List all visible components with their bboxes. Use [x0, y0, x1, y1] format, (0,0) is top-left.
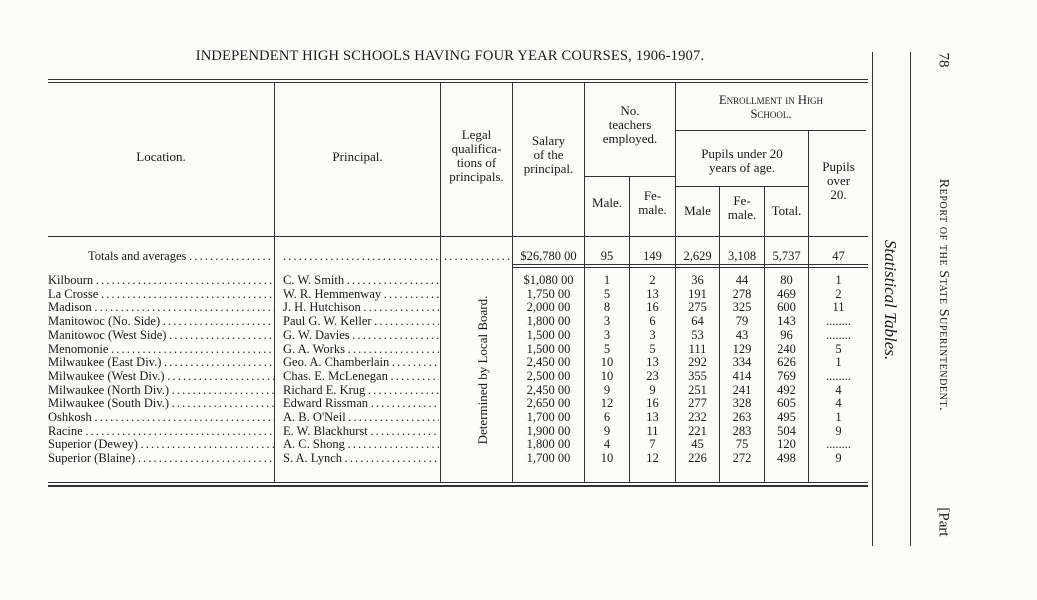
header-principal: Principal. [332, 149, 383, 164]
row-principal: Chas. E. McLenegan . . . [283, 370, 439, 384]
row-principal: Paul G. W. Keller . . . [283, 315, 439, 329]
row-salary: 2,450 00 [526, 382, 571, 397]
row-over20: ........ [826, 368, 851, 383]
row-over20: 5 [835, 341, 842, 356]
row-location: Milwaukee (West Div.) . . . [48, 370, 274, 384]
row-salary: 2,450 00 [526, 355, 571, 370]
row-location: Menomonie . . . [48, 343, 274, 357]
row-u-male: 191 [688, 286, 707, 301]
row-u-total: 626 [777, 355, 796, 370]
row-u-male: 36 [691, 273, 704, 287]
row-u-total: 80 [780, 273, 793, 287]
row-u-total: 600 [777, 300, 796, 315]
header-location: Location. [136, 149, 186, 164]
row-salary: 2,650 00 [526, 396, 571, 411]
row-salary: 1,500 00 [526, 341, 571, 356]
row-u-total: 96 [780, 327, 793, 342]
header-enrollment: Enrollment in High School. [719, 93, 823, 121]
row-location: Milwaukee (East Div.) . . . [48, 356, 274, 370]
row-u-total: 495 [777, 410, 796, 424]
row-u-male: 277 [688, 396, 707, 411]
row-u-female: 278 [732, 286, 752, 301]
row-u-male: 45 [691, 437, 704, 452]
row-male: 3 [603, 327, 611, 342]
row-location: La Crosse . . . [48, 288, 274, 302]
row-female: 3 [649, 327, 656, 342]
row-principal: A. B. O'Neil . . . [283, 411, 439, 425]
row-female: 16 [646, 396, 659, 411]
row-female: 2 [649, 273, 656, 287]
row-u-female: 241 [732, 382, 752, 397]
row-u-total: 469 [777, 286, 796, 301]
row-principal: A. C. Shong . . . [283, 438, 439, 452]
header-under20: Pupils under 20 years of age. [701, 146, 783, 175]
header-salary: Salary of the principal. [523, 133, 574, 176]
row-location: Racine . . . [48, 425, 274, 439]
row-over20: 11 [832, 300, 845, 315]
row-u-total: 240 [777, 341, 796, 356]
row-male: 10 [600, 355, 614, 370]
row-over20: 4 [835, 382, 842, 397]
totals-salary: $26,780 00 [520, 249, 577, 263]
row-male: 6 [603, 410, 611, 424]
row-u-male: 221 [688, 423, 707, 438]
row-male: 8 [603, 300, 611, 315]
row-female: 11 [646, 423, 659, 438]
row-principal: Edward Rissman . . . [283, 397, 439, 411]
totals-female: 149 [643, 249, 662, 263]
totals-under20-female: 3,108 [727, 249, 757, 263]
top-rule [48, 79, 868, 80]
row-over20: 4 [835, 396, 842, 411]
row-female: 12 [646, 451, 659, 466]
row-u-total: 143 [777, 314, 796, 329]
legal-note: Determined by Local Board. [475, 295, 490, 445]
under20-rule [676, 186, 808, 187]
row-male: 9 [603, 382, 611, 397]
header-under20-female: Fe- male. [727, 193, 757, 222]
totals-under20-total: 5,737 [772, 249, 801, 263]
header-teachers: No. teachers employed. [602, 103, 658, 146]
totals-over20: 47 [832, 249, 845, 263]
row-principal: W. R. Hemmenway . . . [283, 288, 439, 302]
header-over20: Pupils over 20. [822, 159, 855, 202]
row-female: 6 [649, 314, 656, 329]
right-margin-rule-2 [910, 52, 911, 546]
row-location: Milwaukee (North Div.) . . . [48, 384, 274, 398]
row-u-female: 334 [732, 355, 752, 370]
row-principal: J. H. Hutchison . . . [283, 301, 439, 315]
row-u-female: 263 [732, 410, 752, 424]
row-u-female: 414 [732, 368, 752, 383]
row-male: 1 [603, 273, 611, 287]
row-u-total: 769 [777, 368, 796, 383]
row-salary: 1,700 00 [526, 451, 571, 466]
row-location: Kilbourn . . . [48, 274, 274, 288]
row-male: 9 [603, 423, 611, 438]
row-female: 9 [649, 382, 656, 397]
row-location: Superior (Dewey) . . . [48, 438, 274, 452]
enroll-rule [676, 130, 866, 131]
row-female: 23 [646, 368, 659, 383]
row-u-male: 226 [688, 451, 707, 466]
header-bottom-rule [48, 236, 868, 237]
row-u-female: 44 [735, 273, 749, 287]
row-principal: G. A. Works . . . [283, 343, 439, 357]
row-male: 5 [603, 341, 611, 356]
row-location: Milwaukee (South Div.) . . . [48, 397, 274, 411]
row-u-female: 325 [732, 300, 752, 315]
row-u-total: 120 [777, 437, 796, 452]
row-u-male: 53 [691, 327, 704, 342]
totals-rule-2 [513, 267, 868, 268]
row-u-total: 498 [777, 451, 796, 466]
row-u-male: 275 [688, 300, 707, 315]
row-salary: 1,800 00 [526, 437, 571, 452]
row-salary: 1,500 00 [526, 327, 571, 342]
row-u-female: 328 [732, 396, 752, 411]
totals-principal-leader [283, 250, 439, 264]
row-female: 16 [646, 300, 659, 315]
totals-rule-1 [513, 264, 868, 265]
row-location: Superior (Blaine) . . . [48, 452, 274, 466]
bottom-rule-2 [48, 485, 868, 487]
row-u-male: 355 [688, 368, 707, 383]
totals-under20-male: 2,629 [683, 249, 712, 263]
totals-label: Totals and averages . . . [88, 250, 274, 264]
row-male: 5 [603, 286, 611, 301]
top-rule-2 [48, 82, 868, 83]
row-over20: ........ [826, 314, 851, 329]
row-female: 13 [646, 410, 659, 424]
row-u-male: 111 [688, 341, 707, 356]
row-u-male: 64 [691, 314, 704, 329]
row-over20: 2 [835, 286, 842, 301]
row-u-female: 75 [735, 437, 749, 452]
header-male: Male. [592, 195, 622, 210]
row-female: 5 [649, 341, 656, 356]
row-salary: $1,080 00 [523, 273, 574, 287]
row-location: Manitowoc (No. Side) . . . [48, 315, 274, 329]
right-margin-rule-1 [872, 52, 873, 546]
row-location: Madison . . . [48, 301, 274, 315]
row-female: 7 [649, 437, 656, 452]
row-location: Manitowoc (West Side) . . . [48, 329, 274, 343]
row-female: 13 [646, 286, 659, 301]
row-salary: 2,000 00 [526, 300, 571, 315]
row-u-female: 129 [732, 341, 752, 356]
row-over20: 9 [835, 423, 842, 438]
row-over20: 1 [835, 355, 842, 370]
row-male: 10 [600, 368, 614, 383]
header-female: Fe- male. [638, 188, 667, 217]
header-legal: Legal qualifica- tions of principals. [449, 127, 504, 184]
row-u-total: 504 [777, 423, 796, 438]
row-salary: 1,800 00 [526, 314, 571, 329]
side-report-title: Report of the State Superintendent. [936, 178, 951, 412]
row-male: 10 [600, 451, 614, 466]
row-principal: E. W. Blackhurst . . . [283, 425, 439, 439]
row-u-total: 492 [777, 382, 796, 397]
side-section-title: Statistical Tables. [881, 239, 900, 361]
row-u-male: 292 [688, 355, 707, 370]
row-principal: S. A. Lynch . . . [283, 452, 439, 466]
row-over20: 9 [835, 451, 842, 466]
row-u-female: 43 [735, 327, 749, 342]
row-salary: 1,900 00 [526, 423, 571, 438]
totals-legal-leader [444, 250, 510, 264]
row-principal: Geo. A. Chamberlain . . . [283, 356, 439, 370]
row-location: Oshkosh . . . [48, 411, 274, 425]
totals-male: 95 [600, 249, 614, 263]
row-over20: 1 [835, 410, 842, 424]
row-u-female: 79 [735, 314, 749, 329]
part-label: [Part [935, 507, 952, 537]
row-male: 4 [603, 437, 611, 452]
row-u-male: 251 [688, 382, 707, 397]
row-u-male: 232 [688, 410, 707, 424]
header-under20-total: Total. [771, 203, 802, 218]
row-salary: 1,750 00 [526, 286, 571, 301]
col-rule-principal [274, 82, 275, 482]
row-salary: 1,700 00 [526, 410, 571, 424]
row-principal: Richard E. Krug . . . [283, 384, 439, 398]
row-over20: ........ [826, 437, 851, 452]
row-u-female: 283 [732, 423, 752, 438]
row-female: 13 [646, 355, 659, 370]
teachers-rule [585, 176, 675, 177]
row-principal: G. W. Davies . . . [283, 329, 439, 343]
row-salary: 2,500 00 [526, 368, 571, 383]
page-title: INDEPENDENT HIGH SCHOOLS HAVING FOUR YEAR COURSES, 1906-1907. [195, 48, 705, 64]
row-u-total: 605 [777, 396, 796, 411]
page-number: 78 [935, 52, 952, 68]
bottom-rule-1 [48, 482, 868, 483]
header-under20-male: Male [684, 203, 711, 218]
row-principal: C. W. Smith . . . [283, 274, 439, 288]
row-over20: ........ [826, 327, 851, 342]
row-male: 3 [603, 314, 611, 329]
row-over20: 1 [835, 273, 842, 287]
row-male: 12 [600, 396, 614, 411]
row-u-female: 272 [732, 451, 752, 466]
